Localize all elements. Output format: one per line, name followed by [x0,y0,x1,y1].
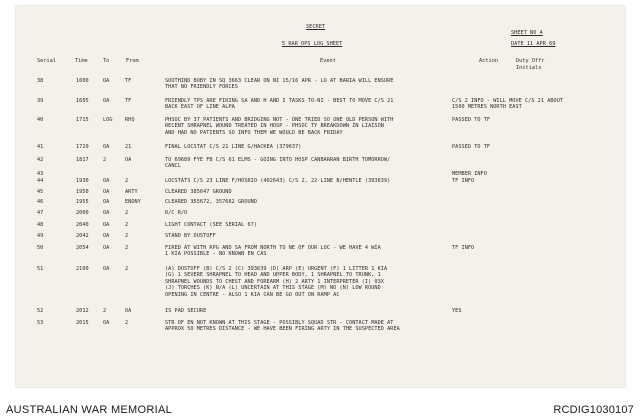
row-event-line: FINAL LOCSTAT C/S 21 LINE G/HACKEA (379637) [165,144,302,150]
row-time: 2000 [76,210,89,216]
row-event-line: SHRAPNEL WOUNDS TO CHEST AND FOREARM (H) 2 ARTY 1 INTERPRETER (I) 03X [165,278,384,285]
row-time: 1605 [76,98,89,104]
row-to: OA [103,78,110,84]
row-serial: 42 [37,157,44,163]
row-serial: 50 [37,245,44,251]
row-event-line: LIGHT CONTACT (SEE SERIAL 67) [165,222,258,228]
row-time: 1955 [76,199,89,205]
row-action-line: TF INFO [452,178,475,184]
row-event-line: (J) TORCHES (K) N/A (L) UNCERTAIN AT THIS STAGE (M) NO (N) LOW ROUND [165,285,381,292]
row-serial: 39 [37,98,44,104]
row-event-line: FRIENDLY TPS ARE FIRING SA AND H AND I TASKS TO-NI - BEST TO MOVE C/S 21 [165,98,394,104]
archive-footer [0,401,640,419]
row-event-line: STR OF EN NOT KNOWN AT THIS STAGE - POSSIBLY SQUAD STR - CONTACT MADE AT [165,320,394,326]
row-time: 2015 [76,320,89,326]
row-to: OA [103,144,110,150]
row-serial: 45 [37,189,44,195]
col-header-time: Time [75,58,88,64]
row-event-line: CANCL [165,163,181,170]
row-time: 2040 [76,222,89,228]
row-time: 1715 [76,117,89,123]
row-event-line: IS PAD SECURE [165,308,207,314]
row-to: LOG [103,117,113,123]
sheet-title: 5 RAR OPS LOG SHEET [282,41,343,47]
row-to: OA [103,222,110,228]
col-header-action: Action [479,58,499,64]
row-time: 1600 [76,78,89,84]
row-event-line: OPENING IN CENTRE - ALSO 1 KIA CAN BE GO OUT ON RAMP AC [165,291,340,298]
row-to: OA [103,199,110,205]
row-action-line: 1500 METRES NORTH EAST [452,104,522,111]
row-event-line: CLEARED 385647 GROUND [165,189,232,195]
row-event-line: THAT NO FRIENDLY FORCES [165,84,238,91]
row-time: 1930 [76,178,89,184]
row-to: OA [103,210,110,216]
row-event-line: 1 KIA POSSIBLE - NO KNOWN EN CAS [165,251,267,258]
row-from: RHQ [125,117,135,123]
row-event-line: STAND BY DUSTOFF [165,233,216,239]
row-time: 2012 [76,308,89,314]
row-to: 2 [103,157,107,163]
row-event-line: APPROX 50 METRES DISTANCE - WE HAVE BEEN FIRING ARTY IN THE SUSPECTED AREA [165,326,400,333]
row-event-line: R/C R/O [165,210,188,216]
row-time: 1950 [76,189,89,195]
row-to: 2 [103,308,107,314]
row-from: 2 [125,222,129,228]
row-from: 2 [125,320,129,326]
row-event-line: SOUTHIND BOBY IN SQ 3663 CLEAR ON NI 15/16 APR - LO AT BARIA WILL ENSURE [165,78,394,84]
row-action-line: C/S 2 INFO - WILL MOVE C/S 21 ABOUT [452,98,564,104]
row-to: OA [103,178,110,184]
col-header-event: Event [320,58,336,64]
row-to: OA [103,98,110,104]
col-header-from: From [126,58,139,64]
row-event-line: (G) 1 SEVERE SHRAPNEL TO HEAD AND UPPER BODY, 1 SHRAPNEL TO TRUNK, 1 [165,272,381,279]
row-time: 2100 [76,266,89,272]
row-action-line: MEMBER INFO [452,171,487,177]
row-action-line: YES [452,308,462,314]
row-serial: 44 [37,178,44,184]
row-serial: 47 [37,210,44,216]
row-serial: 38 [37,78,44,84]
row-time: 1720 [76,144,89,150]
row-event-line: FIRED AT WITH RPG AND SA FROM NORTH TO NE OF OUR LOC - WE HAVE 4 WIA [165,245,381,251]
row-action-line: TF INFO [452,245,475,251]
row-action-line: PASSED TO TF [452,117,491,123]
row-from: 2 [125,245,129,251]
row-time: 2042 [76,233,89,239]
row-event-line: CLEARED 355672, 357662 GROUND [165,199,258,205]
row-to: OA [103,245,110,251]
row-to: OA [103,189,110,195]
row-serial: 48 [37,222,44,228]
row-to: OA [103,320,110,326]
record-id: RCDIG1030107 [553,404,634,416]
row-event-line: TO 69689 FYE FB C/S 61 ELMS - GOING INTO HOSP CANBARRAN BIRTH TOMORROW/ [165,157,391,163]
row-time: 1817 [76,157,89,163]
row-from: 2 [125,233,129,239]
row-from: 2 [125,210,129,216]
classification-top: SECRET [306,24,326,30]
row-serial: 53 [37,320,44,326]
row-serial: 43 [37,171,44,177]
sheet-date: DATE 11 APR 69 [511,41,556,47]
row-from: TF [125,98,132,104]
row-serial: 49 [37,233,44,239]
col-header-serial: Serial [37,58,57,64]
row-event-line: RECENT SHRAPNEL WOUND TREATED IN HOSP - PHSOC TY BREAKDOWN IN LIAISON [165,123,384,130]
row-from: OA [125,157,132,163]
col-header-initials: Initials [516,65,542,71]
row-from: 2 [125,266,129,272]
row-event-line: BACK EAST OF LINE ALPA [165,104,235,111]
row-time: 2054 [76,245,89,251]
sheet-number: SHEET NO 4 [511,30,543,36]
row-from: 2 [125,178,129,184]
row-event-line: PHSOC BY 37 PATIENTS AND BRIDGING NOT - ONE TRIED SO ONE OLD PERSON WITH [165,117,394,123]
row-serial: 52 [37,308,44,314]
row-from: 21 [125,144,132,150]
row-event-line: LOCSTATS C/S 23 LINE F/HOSRIO (402643) C/S 2, 22 LINE B/HENTLE (393639) [165,178,391,184]
row-serial: 41 [37,144,44,150]
row-serial: 51 [37,266,44,272]
row-serial: 46 [37,199,44,205]
row-event-line: (A) DUSTOFF (B) C/S 2 (C) 393639 (D) ARP (E) URGENT (F) 1 LITTER 1 KIA [165,266,388,272]
row-from: TF [125,78,132,84]
row-event-line: AND HAD NO PATIENTS SO INFO THEM WE WOULD BE BACK FRIDAY [165,129,343,136]
row-from: ENONY [125,199,141,205]
archive-name: AUSTRALIAN WAR MEMORIAL [6,404,173,416]
row-serial: 40 [37,117,44,123]
row-to: OA [103,266,110,272]
row-to: OA [103,233,110,239]
col-header-to: To [103,58,110,64]
row-from: ARTY [125,189,138,195]
row-action-line: PASSED TO TF [452,144,491,150]
col-header-duty-offr: Duty Offr [516,58,545,64]
row-from: OA [125,308,132,314]
